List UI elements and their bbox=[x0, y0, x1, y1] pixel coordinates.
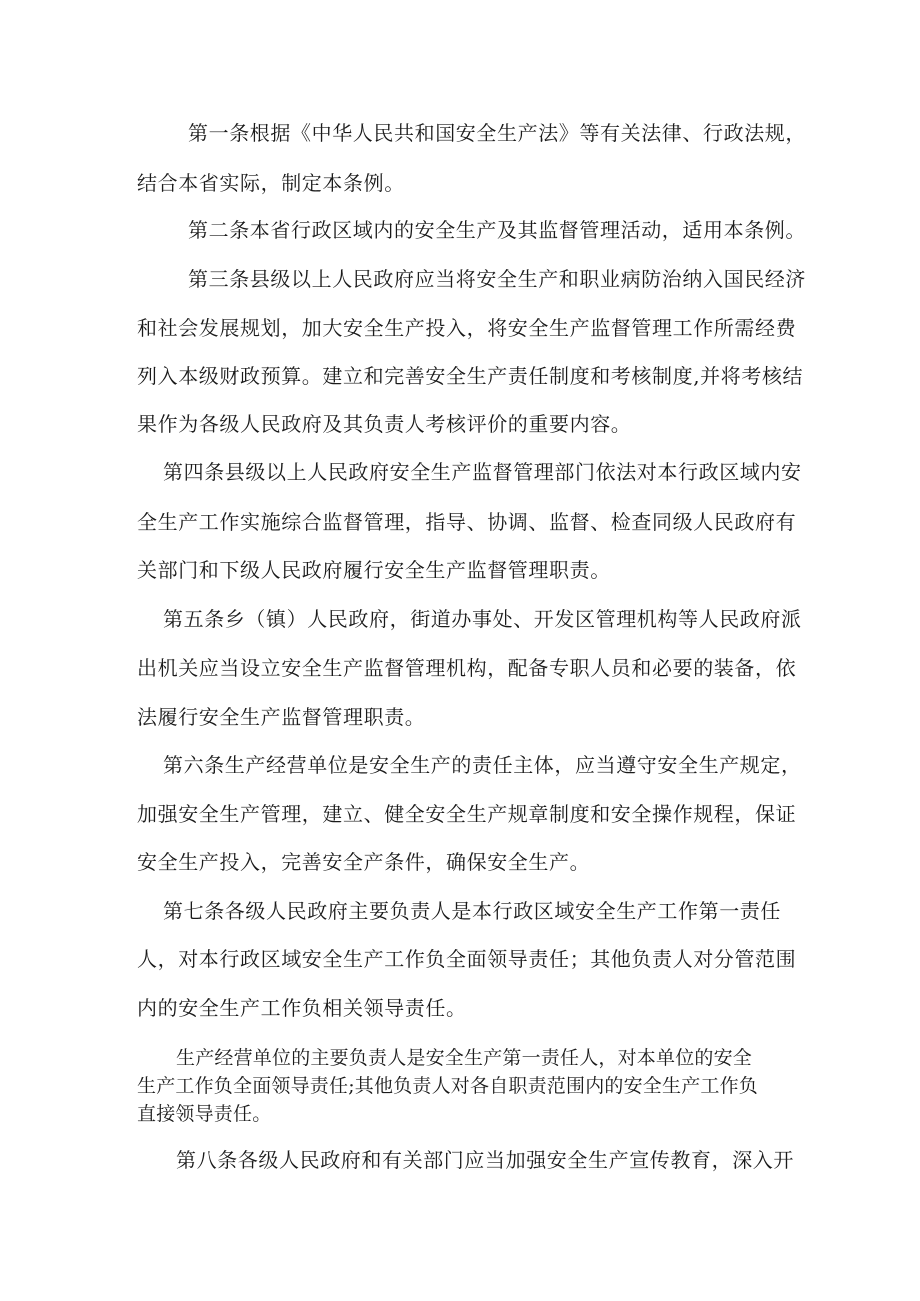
article-1-line-1: 第一条根据《中华人民共和国安全生产法》等有关法律、行政法规， bbox=[188, 121, 806, 145]
article-6-line-1: 第六条生产经营单位是安全生产的责任主体，应当遵守安全生产规定， bbox=[163, 753, 802, 777]
article-7-para-2-line-3: 直接领导责任。 bbox=[137, 1103, 272, 1125]
article-2-line-1: 第二条本省行政区域内的安全生产及其监督管理活动，适用本条例。 bbox=[188, 218, 806, 242]
article-4-line-1: 第四条县级以上人民政府安全生产监督管理部门依法对本行政区域内安 bbox=[163, 460, 802, 484]
article-5-line-3: 法履行安全生产监督管理职责。 bbox=[137, 705, 426, 729]
article-4-line-2: 全生产工作实施综合监督管理，指导、协调、监督、检查同级人民政府有 bbox=[137, 510, 797, 534]
article-1-line-2: 结合本省实际，制定本条例。 bbox=[137, 171, 405, 195]
article-7-line-2: 人，对本行政区域安全生产工作负全面领导责任；其他负责人对分管范围 bbox=[137, 947, 797, 971]
article-6-line-2: 加强安全生产管理，建立、健全安全生产规章制度和安全操作规程，保证 bbox=[137, 802, 797, 826]
article-7-para-2-line-1: 生产经营单位的主要负责人是安全生产第一责任人，对本单位的安全 bbox=[176, 1047, 753, 1069]
article-8-line-1: 第八条各级人民政府和有关部门应当加强安全生产宣传教育，深入开 bbox=[176, 1148, 794, 1172]
article-5-line-1: 第五条乡（镇）人民政府，街道办事处、开发区管理机构等人民政府派 bbox=[163, 607, 802, 631]
article-6-line-3: 安全生产投入，完善安全产条件，确保安全生产。 bbox=[137, 850, 591, 874]
article-7-para-2-line-2: 生产工作负全面领导责任;其他负责人对各自职责范围内的安全生产工作负 bbox=[137, 1075, 759, 1097]
article-3-line-2: 和社会发展规划，加大安全生产投入，将安全生产监督管理工作所需经费 bbox=[137, 316, 797, 340]
article-4-line-3: 关部门和下级人民政府履行安全生产监督管理职责。 bbox=[137, 558, 611, 582]
article-7-line-1: 第七条各级人民政府主要负责人是本行政区域安全生产工作第一责任 bbox=[163, 899, 781, 923]
article-3-line-4: 果作为各级人民政府及其负责人考核评价的重要内容。 bbox=[137, 412, 632, 436]
article-3-line-1: 第三条县级以上人民政府应当将安全生产和职业病防治纳入国民经济 bbox=[188, 267, 806, 291]
article-3-line-3: 列入本级财政预算。建立和完善安全生产责任制度和考核制度,并将考核结 bbox=[137, 364, 804, 388]
article-5-line-2: 出机关应当设立安全生产监督管理机构，配备专职人员和必要的装备，依 bbox=[137, 656, 797, 680]
article-7-line-3: 内的安全生产工作负相关领导责任。 bbox=[137, 996, 467, 1020]
